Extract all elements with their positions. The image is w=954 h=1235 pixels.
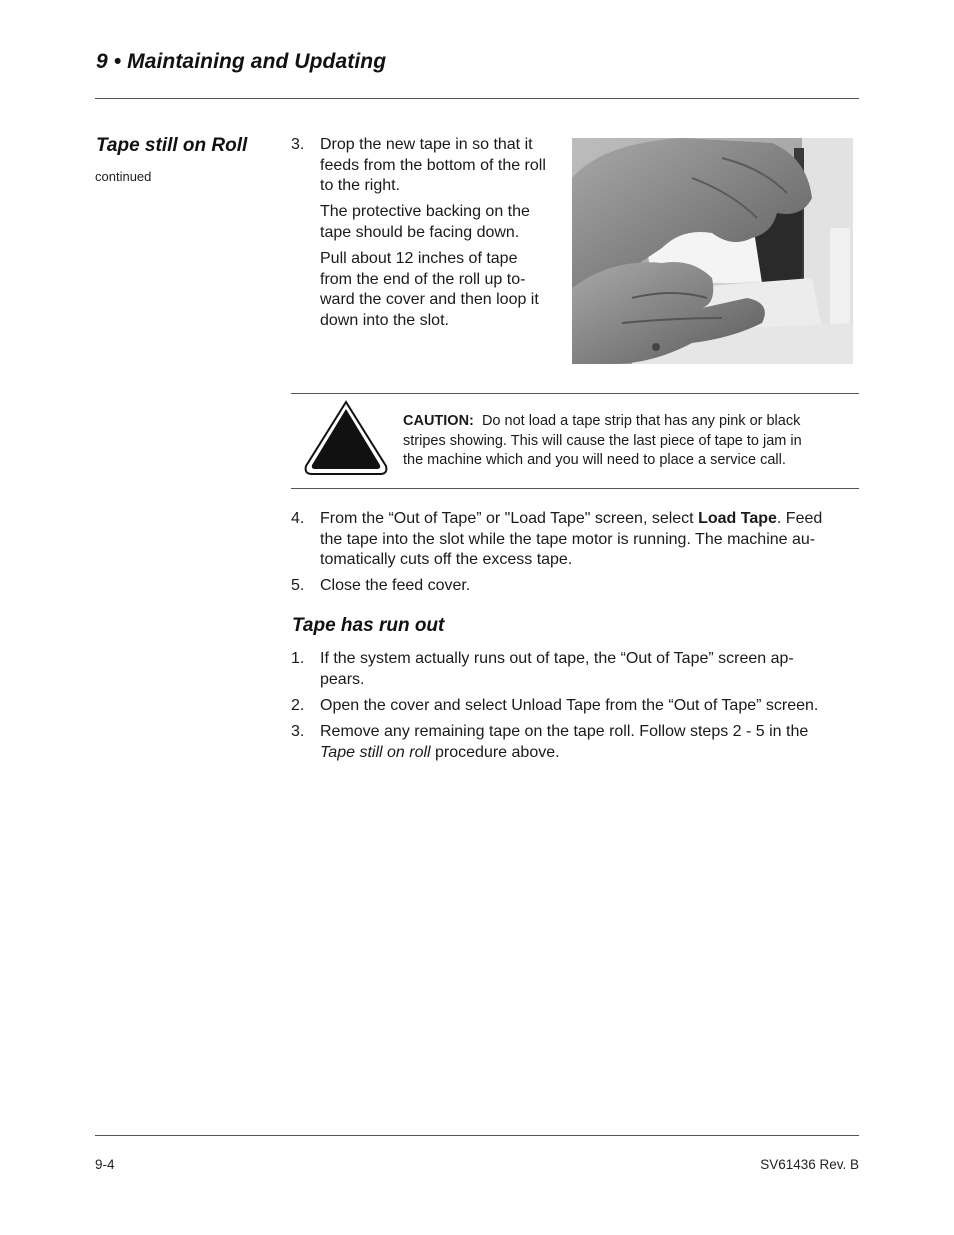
step-5-text: Close the feed cover. <box>320 577 471 594</box>
step-3-para2-line: down into the slot. <box>320 311 449 329</box>
document-id: SV61436 Rev. B <box>760 1157 859 1172</box>
step-4 <box>291 509 861 573</box>
step-4-text: . Feed <box>776 510 823 527</box>
caution-top-rule <box>291 393 859 394</box>
tape-still-on-roll-ref: Tape still on roll <box>320 743 431 761</box>
caution-text <box>403 412 853 471</box>
tape-loading-photo-drawing <box>572 138 853 364</box>
header-rule <box>95 98 859 99</box>
step-3 <box>291 135 571 345</box>
step-4-number: 4. <box>291 510 305 527</box>
step-3-line: feeds from the bottom of the roll <box>320 156 546 174</box>
run-out-item-number: 3. <box>291 723 305 740</box>
step-3-line: to the right. <box>320 177 401 194</box>
step-4-line <box>320 509 822 530</box>
run-out-item-line <box>320 743 808 764</box>
caution-line-text: Do not load a tape strip that has any pink or black <box>481 413 801 429</box>
step-3-para2-line: ward the cover and then loop it <box>320 291 539 308</box>
chapter-title: 9 • Maintaining and Updating <box>96 50 387 73</box>
continued-label: continued <box>95 169 152 184</box>
run-out-item-line: Open the cover and select Unload Tape from the “Out of Tape” screen. <box>320 697 819 714</box>
caution-bottom-rule <box>291 488 859 489</box>
step-3-para2-line: Pull about 12 inches of tape <box>320 250 518 267</box>
page-number: 9-4 <box>95 1157 115 1172</box>
step-3-para1-line: The protective backing on the <box>320 203 530 220</box>
step-3-line: Drop the new tape in so that it <box>320 136 533 153</box>
run-out-item-number: 2. <box>291 697 305 714</box>
step-3-para2-line: from the end of the roll up to- <box>320 270 526 288</box>
run-out-item-text: procedure above. <box>430 743 560 761</box>
run-out-item-line: Remove any remaining tape on the tape roll. Follow steps 2 - 5 in the <box>320 723 809 740</box>
tape-loading-photo <box>572 138 853 364</box>
step-3-para1-line: tape should be facing down. <box>320 223 520 241</box>
step-5 <box>291 576 861 598</box>
run-out-item-3 <box>291 722 861 766</box>
step-4-line: the tape into the slot while the tape motor is running. The machine au- <box>320 530 816 548</box>
step-3-number: 3. <box>291 136 305 153</box>
load-tape-label: Load Tape <box>698 510 777 527</box>
caution-line <box>403 412 853 432</box>
section-title-tape-still-on-roll: Tape still on Roll <box>96 135 248 156</box>
caution-line: the machine which and you will need to place a service call. <box>403 452 786 468</box>
footer-rule <box>95 1135 859 1136</box>
step-5-number: 5. <box>291 577 305 594</box>
step-4-line: tomatically cuts off the excess tape. <box>320 551 573 568</box>
step-4-text: From the “Out of Tape” or "Load Tape" screen, select <box>320 510 699 527</box>
caution-label: CAUTION: <box>403 413 474 429</box>
run-out-item-1 <box>291 649 861 693</box>
section-title-tape-run-out: Tape has run out <box>292 615 445 636</box>
run-out-item-line: pears. <box>320 670 365 688</box>
run-out-item-line: If the system actually runs out of tape, the “Out of Tape” screen ap- <box>320 650 794 667</box>
warning-icon <box>304 400 388 476</box>
run-out-item-2 <box>291 696 861 718</box>
run-out-item-number: 1. <box>291 650 305 667</box>
caution-line: stripes showing. This will cause the last piece of tape to jam in <box>403 432 802 449</box>
